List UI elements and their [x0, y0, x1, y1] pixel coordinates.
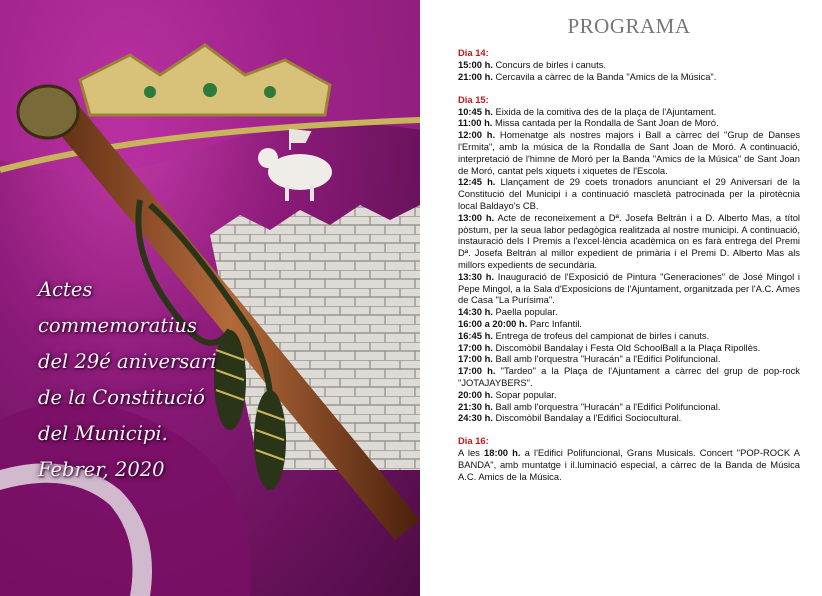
entry-text: Ball amb l'orquestra "Huracán" a l'Edifici Polifuncional. [492, 353, 721, 365]
entry-time: 18:00 h. [484, 447, 521, 459]
entry-time: 10:45 h. [458, 105, 493, 117]
day-label: Dia 16: [458, 435, 489, 447]
program-entry [458, 117, 800, 129]
program-entry [458, 342, 800, 354]
entry-time: 20:00 h. [458, 388, 493, 400]
program-entry [458, 71, 800, 83]
entry-time: 11:00 h. [458, 117, 493, 129]
cover-line: commemoratius [38, 314, 197, 337]
program-entry [458, 306, 800, 318]
program-entry [458, 176, 800, 211]
entry-time: 15:00 h. [458, 59, 493, 70]
entry-text: Homenatge als nostres majors i Ball a càrrec del "Grup de Danses l'Ermita", amb la música de la Rondalla de Sant Joan de Moró. A continuació, interpretació de l'himne de Moró per la Banda "Amics de la Música" de Sant Joan de Moró, cantat pels xiquets i xiquetes de l'Escola. [458, 129, 801, 176]
program-entry [458, 401, 800, 413]
entry-text: Discomòbil Bandalay i Festa Old SchoolBall a la Plaça Ripollès. [492, 341, 761, 353]
program-entry [458, 271, 800, 306]
program-entry [458, 330, 800, 342]
program-entry [458, 129, 800, 176]
entry-text: Eixida de la comitiva des de la plaça de l'Ajuntament. [492, 105, 717, 117]
entry-text: Paella popular. [492, 306, 558, 318]
entry-text: Discomòbil Bandalay a l'Edifici Sociocultural. [492, 412, 682, 424]
entry-text: "Tardeo" a la Plaça de l'Ajuntament a càrrec del grup de pop-rock "JOTAJAYBERS". [458, 365, 800, 388]
cover-line: Actes [38, 278, 93, 301]
program-entry [458, 389, 800, 401]
program-entry [458, 106, 800, 118]
crown-gem-icon [144, 86, 156, 98]
program-entry [458, 318, 800, 330]
cover-title [38, 272, 338, 488]
cover-line: de la Constitució [38, 386, 205, 409]
entry-time: 24:30 h. [458, 412, 493, 424]
entry-text: Sopar popular. [492, 388, 557, 400]
program-entry [458, 447, 800, 482]
entry-time: 16:00 a 20:00 h. [458, 317, 528, 329]
entry-time: 14:30 h. [458, 306, 493, 318]
crown-gem-icon [264, 86, 276, 98]
cover-line: del 29é aniversari [38, 350, 217, 373]
entry-time: 21:30 h. [458, 400, 493, 412]
entry-prefix: A les [458, 447, 485, 459]
program-days [458, 47, 800, 483]
entry-text: Llançament de 29 coets tronadors anunciant el 29 Aniversari de la Constitució del Municipi i a continuació mascletà patrocinada per la pirotècnia local Baldayo's CB. [458, 176, 800, 211]
day-label: Dia 14: [458, 47, 489, 58]
program-entry [458, 59, 800, 71]
entry-text: Missa cantada per la Rondalla de Sant Joan de Moró. [492, 117, 719, 129]
program-panel [458, 14, 800, 483]
program-entry [458, 353, 800, 365]
entry-text: Ball amb l'orquestra "Huracán" a l'Edifici Polifuncional. [492, 400, 721, 412]
entry-time: 17:00 h. [458, 365, 496, 377]
program-entry [458, 365, 800, 389]
entry-time: 16:45 h. [458, 329, 493, 341]
entry-text: Parc Infantil. [527, 317, 583, 329]
entry-text: Inauguració de l'Exposició de Pintura "Generaciones" de José Mingol i Pepe Mingol, a la Sala d'Exposicions de l'Ajuntament, organitzada per l'A.C. Ames de Casa "La Purísima". [458, 270, 800, 306]
entry-text: a l'Edifici Polifuncional, Grans Musicals. Concert "POP-ROCK A BANDA", amb muntatge i il.luminació especial, a càrrec de la Banda de Música A.C. Amics de la Música. [458, 447, 800, 482]
entry-text: Cercavila a càrrec de la Banda "Amics de la Música". [492, 70, 717, 82]
cover-line: Febrer, 2020 [38, 458, 165, 481]
entry-time: 12:00 h. [458, 129, 496, 141]
entry-text: Concurs de birles i canuts. [492, 59, 606, 70]
entry-time: 13:30 h. [458, 270, 495, 282]
entry-text: Entrega de trofeus del campionat de birles i canuts. [492, 329, 710, 341]
entry-time: 13:00 h. [458, 211, 495, 223]
cover-line: del Municipi. [38, 422, 168, 445]
pole-finial-icon [18, 86, 78, 138]
entry-time: 17:00 h. [458, 341, 493, 353]
crown-gem-icon [203, 83, 217, 97]
entry-time: 12:45 h. [458, 176, 496, 188]
entry-time: 21:00 h. [458, 70, 493, 82]
program-title: PROGRAMA [567, 14, 691, 38]
program-entry [458, 412, 800, 424]
entry-text: Acte de reconeixement a Dª. Josefa Beltrán i a D. Alberto Mas, a títol pòstum, per la seua labor pedagògica realitzada al nostre municipi. A continuació, instauració dels I Premis a l'excel·lència acadèmica on es farà entrega del Premi Dª. Josefa Beltrán al millor expedient de primària i el Premi D. Alberto Mas als millors expedients de secundària. [458, 211, 800, 270]
lamb-head-icon [258, 148, 278, 168]
program-entry [458, 212, 800, 271]
entry-time: 17:00 h. [458, 353, 493, 365]
day-label: Dia 15: [458, 93, 489, 105]
lamb-flag-icon [290, 130, 310, 150]
